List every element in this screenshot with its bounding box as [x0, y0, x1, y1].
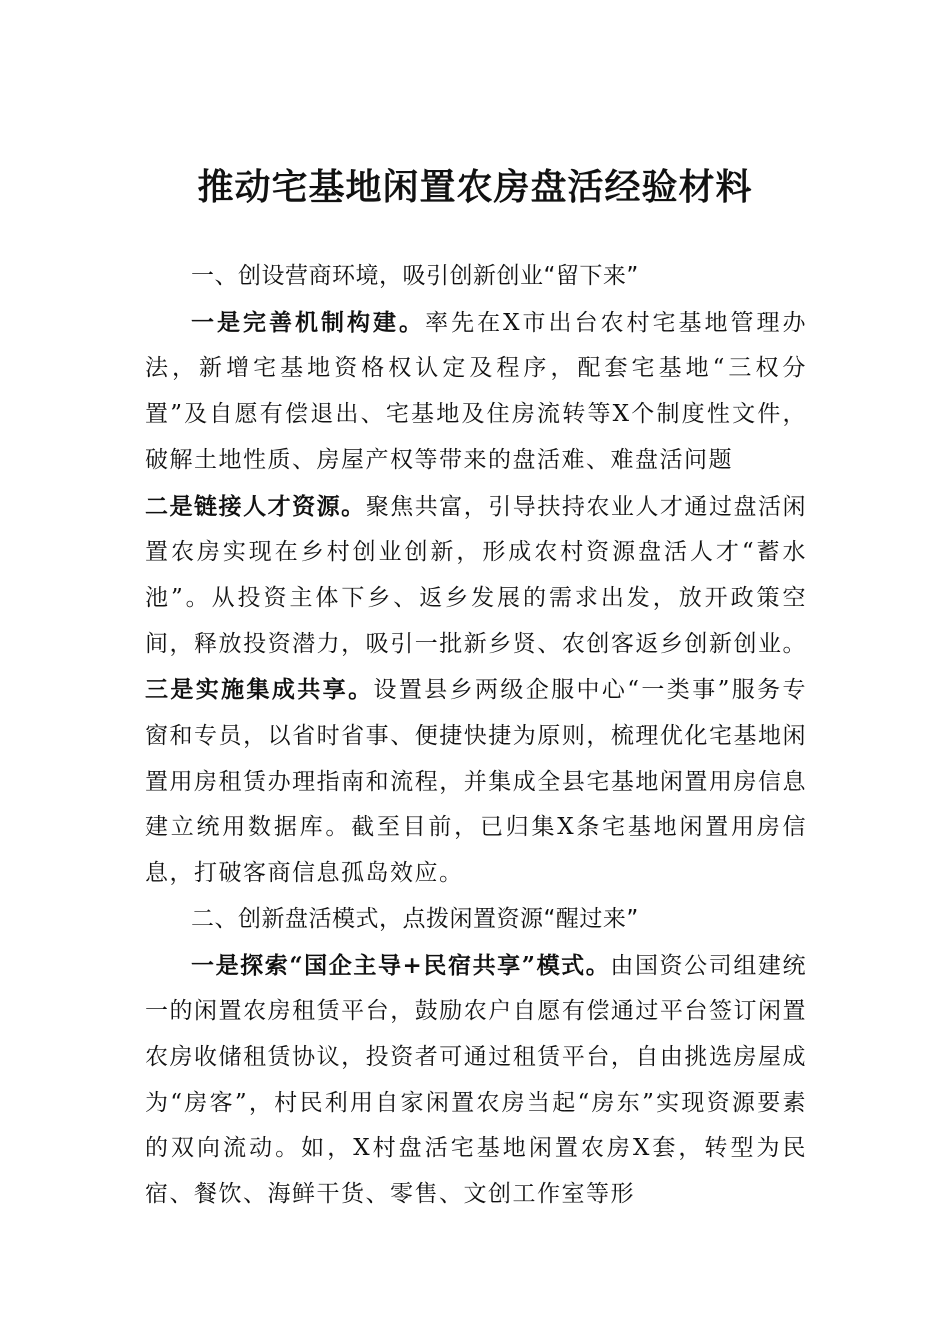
paragraph-lead: 一是探索“国企主导+民宿共享”模式。 [191, 951, 611, 979]
paragraph-text: 由国资公司组建统一的闲置农房租赁平台，鼓励农户自愿有偿通过平台签订闲置农房收储租赁协议，投资者可通过租赁平台，自由挑选房屋成为“房客”，村民利用自家闲置农房当起“房东”实现资源要素的双向流动。如，X村盘活宅基地闲置农房X套，转型为民宿、餐饮、海鲜干货、零售、文创工作室等形 [145, 952, 808, 1208]
paragraph-text: 率先在X市出台农村宅基地管理办法，新增宅基地资格权认定及程序，配套宅基地“三权分置”及自愿有偿退出、宅基地及住房流转等X个制度性文件，破解土地性质、房屋产权等带来的盘活难、难盘活问题 [145, 309, 808, 473]
section-paragraph-2 [145, 943, 807, 1218]
paragraph-text: 设置县乡两级企服中心“一类事”服务专窗和专员，以省时省事、便捷快捷为原则，梳理优化宅基地闲置用房租赁办理指南和流程，并集成全县宅基地闲置用房信息建立统用数据库。截至目前，已归集X条宅基地闲置用房信息，打破客商信息孤岛效应。 [145, 677, 807, 887]
paragraph-lead: 二是链接人才资源。 [145, 492, 366, 520]
section-heading-1: 一、创设营商环境，吸引创新创业“留下来” [191, 263, 639, 289]
paragraph-lead: 一是完善机制构建。 [191, 308, 426, 336]
document-body [145, 254, 807, 1218]
section-heading-2: 二、创新盘活模式，点拨闲置资源“醒过来” [191, 905, 639, 932]
paragraph-text: 聚焦共富，引导扶持农业人才通过盘活闲置农房实现在乡村创业创新，形成农村资源盘活人才“蓄水池”。从投资主体下乡、返乡发展的需求出发，放开政策空间，释放投资潜力，吸引一批新乡贤、农创客返乡创新创业。 [145, 493, 808, 657]
document-title: 推动宅基地闲置农房盘活经验材料 [197, 166, 753, 208]
paragraph-lead: 三是实施集成共享。 [145, 676, 374, 704]
section-paragraph-1 [145, 300, 807, 897]
